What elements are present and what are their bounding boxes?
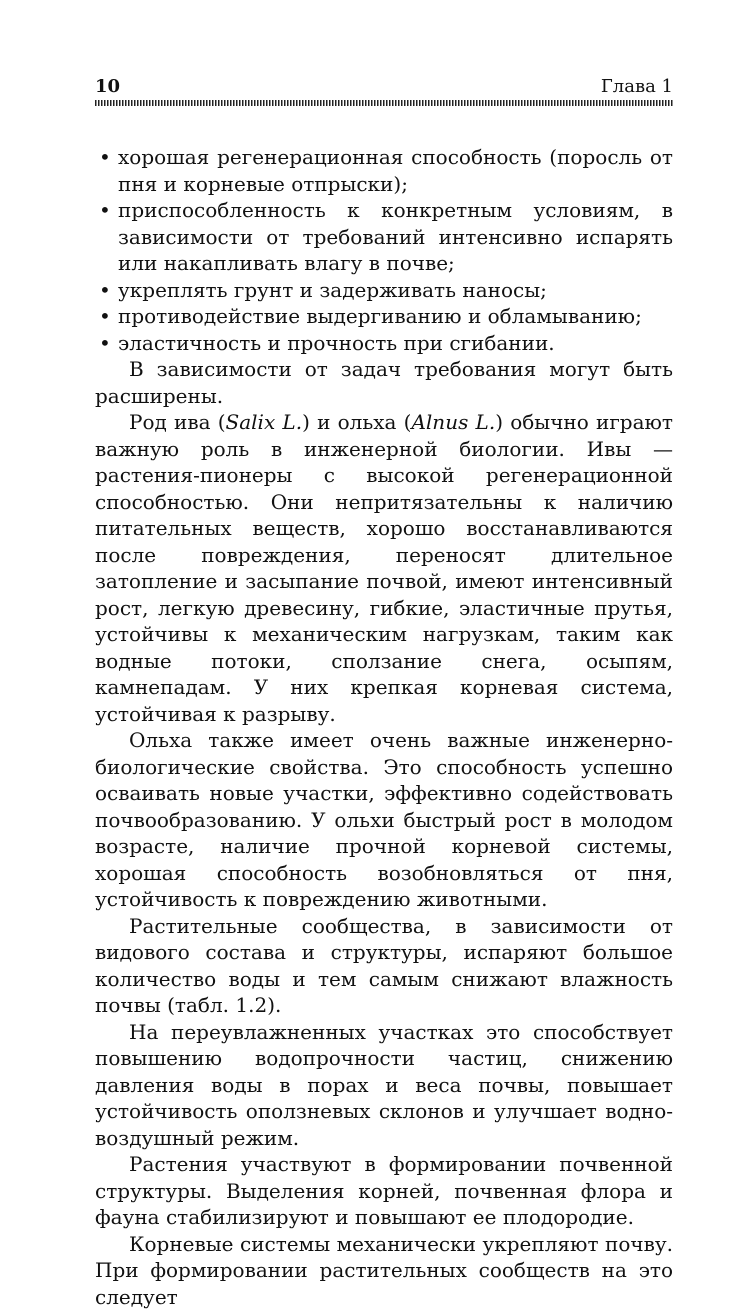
latin-name-alnus: Alnus L. <box>411 410 495 434</box>
paragraph-willow-alder <box>95 409 673 727</box>
text-span: ) и ольха ( <box>302 410 411 434</box>
paragraph: Ольха также имеет очень важные инженерно-биологические свойства. Это способность успешно осваивать новые участки, эффективно содействовать почвообразованию. У ольхи быстрый рост в молодом возрасте, наличие прочной корневой системы, хорошая способность возобновляться от пня, устойчивость к повреждению животными. <box>95 727 673 913</box>
body-text <box>95 144 673 1310</box>
text-span: Род ива ( <box>129 410 226 434</box>
paragraph: Растения участвуют в формировании почвенной структуры. Выделения корней, почвенная флора и фауна стабилизируют и повышают ее плодородие. <box>95 1151 673 1231</box>
list-item: • противодействие выдергиванию и обламыванию; <box>95 303 673 330</box>
paragraph: На переувлажненных участках это способствует повышению водопрочности частиц, снижению давления воды в порах и веса почвы, повышает устойчивость оползневых склонов и улучшает водно-воздушный режим. <box>95 1019 673 1152</box>
list-item: • эластичность и прочность при сгибании. <box>95 330 673 357</box>
running-header <box>95 76 673 100</box>
header-dotted-rule <box>95 100 673 106</box>
list-item: • укреплять грунт и задерживать наносы; <box>95 277 673 304</box>
chapter-title: Глава 1 <box>601 76 673 98</box>
list-item: • приспособленность к конкретным условиям, в зависимости от требований интенсивно испарять или накапливать влагу в почве; <box>95 197 673 277</box>
list-item: • хорошая регенерационная способность (поросль от пня и корневые отпрыски); <box>95 144 673 197</box>
page-number: 10 <box>95 76 120 98</box>
paragraph: В зависимости от задач требования могут быть расширены. <box>95 356 673 409</box>
text-span: ) обычно играют важную роль в инженерной биологии. Ивы — растения-пионеры с высокой регенерационной способностью. Они непритязательны к наличию питательных веществ, хорошо восстанавливаются после повреждения, переносят длительное затопление и засыпание почвой, имеют интенсивный рост, легкую древесину, гибкие, эластичные прутья, устойчивы к механическим нагрузкам, таким как водные потоки, сползание снега, осыпям, камнепадам. У них крепкая корневая система, устойчивая к разрыву. <box>95 410 673 726</box>
paragraph: Корневые системы механически укрепляют почву. При формировании растительных сообществ на это следует <box>95 1231 673 1310</box>
latin-name-salix: Salix L. <box>226 410 303 434</box>
requirements-list <box>95 144 673 356</box>
paragraph: Растительные сообщества, в зависимости от видового состава и структуры, испаряют большое количество воды и тем самым снижают влажность почвы (табл. 1.2). <box>95 913 673 1019</box>
